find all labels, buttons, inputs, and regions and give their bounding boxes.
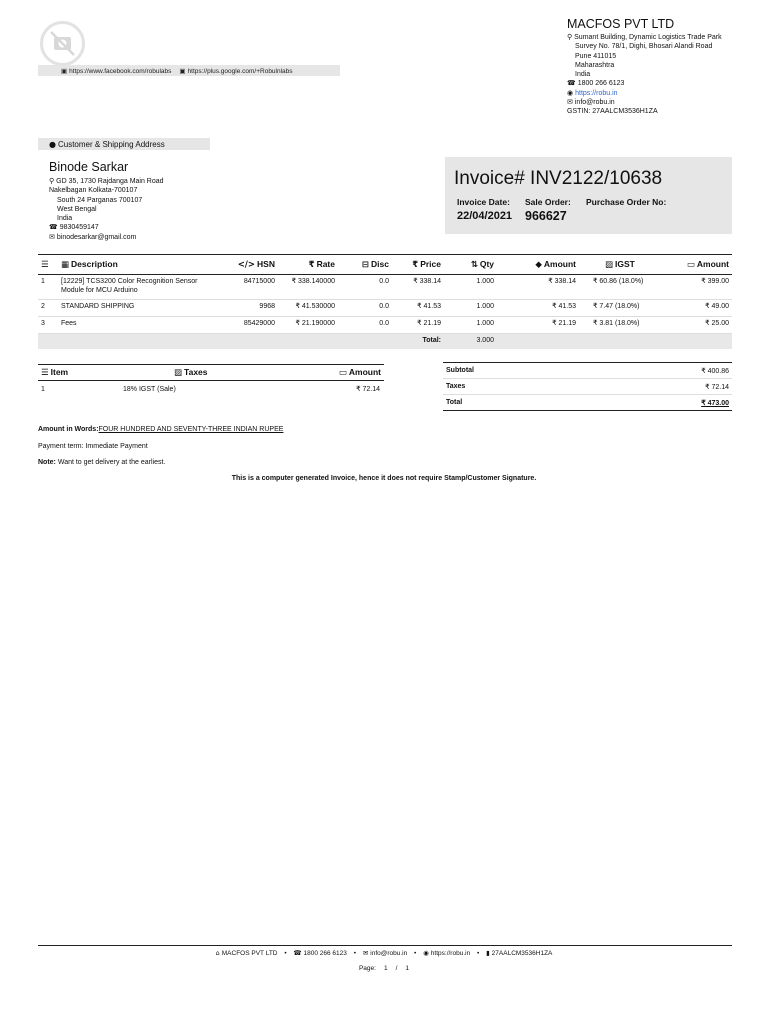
items-total-row [38,334,732,349]
rupee-icon: ▮ [486,949,490,957]
sale-order-label: Sale Order: [525,197,571,207]
customer-address-line: West Bengal [57,205,97,213]
company-address-line: India [575,71,591,79]
phone-icon: ☎ [293,949,302,957]
globe-icon: ◉ [423,949,429,957]
grand-total-row: Total ₹ 473.00 [443,395,732,411]
code-icon: </> [237,260,256,270]
col-igst: ▨ IGST [579,255,649,275]
google-plus-icon: ▣ [179,66,186,75]
table-row: 3 Fees 85429000 ₹ 21.190000 0.0 ₹ 21.19 1.000 ₹ 21.19 ₹ 3.81 (18.0%) ₹ 25.00 [38,317,732,334]
col-disc: ⊟ Disc [338,255,392,275]
total-label: Total: [392,334,444,349]
tax-table-header [38,365,384,381]
company-email[interactable]: ✉ info@robu.in [567,98,615,107]
col-rate: ₹ Rate [278,255,338,275]
col-hsn: </> HSN [228,255,278,275]
table-row: 2 STANDARD SHIPPING 9968 ₹ 41.530000 0.0 ₹ 41.53 1.000 ₹ 41.53 ₹ 7.47 (18.0%) ₹ 49.00 [38,300,732,317]
customer-info [49,160,279,242]
col-taxes: ▨ Taxes [108,365,218,381]
map-marker-icon: ⚲ [49,177,55,185]
company-address-line: Pune 411015 [575,52,617,60]
company-phone: ☎ 1800 266 6123 [567,79,625,88]
invoice-title: Invoice# INV2122/10638 [454,168,663,189]
subtotal-row: Subtotal ₹ 400.86 [443,363,732,379]
list-ol-icon: ☰ [41,368,49,378]
totals-summary [443,362,732,411]
page-number: Page: 1 / 1 [358,965,410,972]
rupee-icon: ₹ [308,260,315,270]
user-icon: ● [49,139,56,149]
col-amount: ◆ Amount [497,255,579,275]
footer-info: ⌂ MACFOS PVT LTD • ☎ 1800 266 6123 • ✉ info@robu.in • ◉ https://robu.in • ▮ 27AALCM3536H1ZA [215,949,553,957]
globe-icon: ◉ [567,88,574,97]
envelope-icon: ✉ [362,949,369,957]
edit-icon: ▨ [605,260,614,270]
col-price: ₹ Price [392,255,444,275]
customer-address-line: South 24 Parganas 700107 [57,196,143,204]
sort-numeric-icon: ⇅ [470,260,478,270]
company-gstin: GSTIN: 27AALCM3536H1ZA [567,108,658,116]
minus-square-icon: ⊟ [361,260,370,270]
invoice-date: 22/04/2021 [457,210,513,222]
invoice-date-label: Invoice Date: [457,197,510,207]
col-qty: ⇅ Qty [444,255,497,275]
facebook-icon: ▣ [61,66,68,75]
items-table-header [38,255,732,275]
company-address-line: ⚲ Sumant Building, Dynamic Logistics Trade Park [567,33,722,41]
customer-phone: ☎ 9830459147 [49,223,99,232]
money-icon: ▭ [338,368,347,378]
customer-email[interactable]: ✉ binodesarkar@gmail.com [49,232,137,241]
customer-address-line: India [57,215,73,223]
company-address-line: Survey No. 78/1, Dighi, Bhosari Alandi Road [575,43,713,51]
sale-order-number: 966627 [525,209,567,223]
customer-address-line: Nakelbagan Kolkata-700107 [49,187,138,195]
table-row: 1 [12229] TCS3200 Color Recognition Sensor Module for MCU Arduino 84715000 ₹ 338.140000 0.0 ₹ 338.14 1.000 ₹ 338.14 ₹ 60.86 (18.0%) ₹ 399.00 [38,275,732,300]
customer-section-header: ● Customer & Shipping Address [38,138,210,150]
tax-breakdown-table [38,364,384,397]
phone-icon: ☎ [49,223,58,232]
money-icon: ▭ [686,260,695,270]
delivery-note: Note: Want to get delivery at the earliest. [38,459,166,466]
envelope-icon: ✉ [49,232,55,241]
company-address-line: Maharashtra [575,61,615,69]
col-description: ▦ Description [58,255,228,275]
company-logo [40,21,85,66]
company-name: MACFOS PVT LTD [567,17,675,31]
map-marker-icon: ⚲ [567,33,573,41]
tag-icon: ◆ [535,260,542,270]
facebook-link[interactable]: ▣ https://www.facebook.com/robulabs [61,66,172,75]
rupee-icon: ₹ [412,260,419,270]
col-item: ☰ Item [38,365,108,381]
customer-name: Binode Sarkar [49,160,129,174]
bank-icon: ⌂ [215,949,220,957]
company-info [567,16,757,117]
amount-in-words: Amount in Words:FOUR HUNDRED AND SEVENTY-THREE INDIAN RUPEE [38,426,284,433]
envelope-icon: ✉ [567,98,573,107]
footer-divider [38,945,732,946]
social-links-bar [38,65,340,76]
edit-icon: ▨ [174,368,183,378]
invoice-summary-box [445,157,732,234]
company-website[interactable]: ◉ https://robu.in [567,88,618,97]
col-total-amount: ▭ Amount [649,255,732,275]
list-ol-icon: ☰ [41,260,49,270]
disclaimer: This is a computer generated Invoice, hence it does not require Stamp/Customer Signature. [231,475,537,482]
customer-address-line: ⚲ GD 35, 1730 Rajdanga Main Road [49,177,164,185]
no-photo-icon [43,24,82,63]
table-row: 1 18% IGST (Sale) ₹ 72.14 [41,385,380,393]
purchase-order-label: Purchase Order No: [586,197,667,207]
col-number [38,255,58,275]
total-qty: 3.000 [444,334,497,349]
th-large-icon: ▦ [61,260,70,270]
google-plus-link[interactable]: ▣ https://plus.google.com/+Robulnlabs [179,66,293,75]
phone-icon: ☎ [567,79,576,88]
col-amount: ▭ Amount [218,365,384,381]
invoice-items-table [38,254,732,349]
payment-term: Payment term: Immediate Payment [38,443,148,450]
taxes-row: Taxes ₹ 72.14 [443,379,732,395]
